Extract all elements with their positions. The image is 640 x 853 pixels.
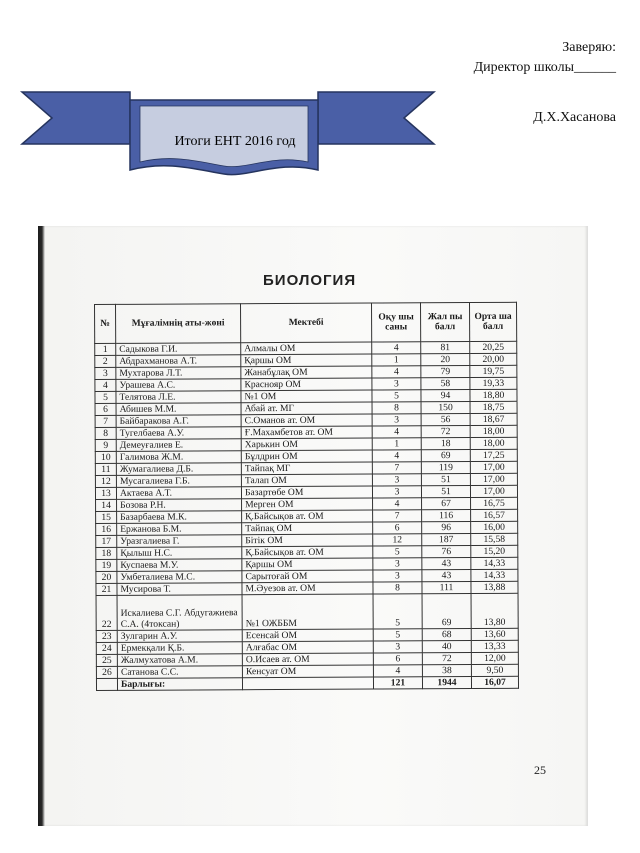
total-score: 76 — [422, 546, 471, 558]
students-count: 7 — [372, 462, 421, 474]
students-count: 8 — [373, 582, 422, 594]
school-name: Қ.Байсықов ат. ОМ — [242, 510, 373, 523]
total-score: 43 — [422, 570, 471, 582]
row-number: 18 — [96, 547, 117, 559]
total-score: 40 — [422, 641, 471, 653]
total-score: 69 — [421, 450, 470, 462]
row-number: 8 — [95, 427, 116, 439]
row-number: 14 — [96, 499, 117, 511]
total-score: 72 — [421, 426, 470, 438]
director-name: Д.Х.Хасанова — [533, 110, 616, 125]
school-name: С.Оманов ат. ОМ — [241, 414, 372, 427]
total-score: 119 — [421, 462, 470, 474]
teacher-name: Қылыш Н.С. — [117, 547, 242, 560]
row-number: 4 — [95, 379, 116, 391]
total-score: 187 — [422, 534, 471, 546]
total-score: 94 — [421, 390, 470, 402]
students-count: 3 — [372, 486, 421, 498]
teacher-name: Ермекқали Қ.Б. — [117, 642, 242, 655]
school-name: Базартөбе ОМ — [241, 486, 372, 499]
summary-total: 1944 — [422, 677, 471, 689]
students-count: 8 — [372, 402, 421, 414]
header-school: Мектебі — [241, 303, 372, 343]
row-number: 10 — [95, 451, 116, 463]
school-name: Жанабұлақ ОМ — [241, 366, 372, 379]
students-count: 4 — [372, 426, 421, 438]
school-name: Қаршы ОМ — [242, 558, 373, 571]
students-count: 6 — [373, 522, 422, 534]
teacher-name: Уразгалиева Г. — [117, 535, 242, 548]
summary-average: 16,07 — [471, 676, 518, 688]
header-students: Оқу шы саны — [371, 303, 420, 342]
average-score: 17,25 — [470, 449, 517, 461]
school-name: №1 ОМ — [241, 390, 372, 403]
teacher-name: Тугелбаева А.У. — [116, 427, 241, 440]
school-name: Мерген ОМ — [242, 498, 373, 511]
average-score: 19,33 — [470, 377, 517, 389]
average-score: 12,00 — [471, 652, 518, 664]
teacher-name: Базарбаева М.К. — [117, 511, 242, 524]
total-score: 51 — [421, 474, 470, 486]
total-score: 79 — [421, 366, 470, 378]
teacher-name: Садыкова Г.И. — [116, 343, 241, 356]
total-score: 150 — [421, 402, 470, 414]
row-number: 16 — [96, 523, 117, 535]
total-score: 81 — [421, 342, 470, 354]
average-score: 9,50 — [471, 664, 518, 676]
average-score: 18,80 — [470, 389, 517, 401]
teacher-name: Ержанова Б.М. — [117, 523, 242, 536]
page-number: 25 — [534, 763, 546, 777]
total-score: 69 — [422, 594, 471, 629]
row-number: 24 — [96, 642, 117, 654]
school-name: Сарытоғай ОМ — [242, 570, 373, 583]
average-score: 18,00 — [470, 425, 517, 437]
teacher-name: Абишев М.М. — [116, 403, 241, 416]
row-number: 1 — [95, 343, 116, 355]
scanned-page — [38, 226, 588, 826]
average-score: 15,58 — [471, 533, 518, 545]
average-score: 13,80 — [471, 593, 518, 628]
average-score: 19,75 — [470, 365, 517, 377]
teacher-name: Абдрахманова А.Т. — [116, 355, 241, 368]
average-score: 18,00 — [470, 437, 517, 449]
row-number: 11 — [95, 463, 116, 475]
total-score: 56 — [421, 414, 470, 426]
school-name: Алмалы ОМ — [241, 342, 372, 355]
students-count: 4 — [373, 665, 422, 677]
teacher-name: Жумагалиева Д.Б. — [116, 463, 241, 476]
total-score: 51 — [421, 486, 470, 498]
students-count: 4 — [373, 498, 422, 510]
approval-block — [474, 38, 616, 128]
total-score: 68 — [422, 629, 471, 641]
teacher-name: Искалиева С.Г. Абдугажиева С.А. (4токсан) — [117, 595, 242, 631]
school-name: №1 ОЖББМ — [242, 594, 373, 630]
average-score: 13,88 — [471, 581, 518, 593]
results-table — [94, 302, 519, 691]
row-number: 19 — [96, 559, 117, 571]
approval-label: Заверяю: — [562, 40, 616, 55]
teacher-name: Мухтарова Л.Т. — [116, 367, 241, 380]
students-count: 1 — [372, 354, 421, 366]
students-count: 3 — [372, 378, 421, 390]
school-name: Тайпақ МГ — [241, 462, 372, 475]
school-name: Абай ат. МГ — [241, 402, 372, 415]
average-score: 14,33 — [471, 557, 518, 569]
total-score: 67 — [422, 498, 471, 510]
average-score: 20,25 — [470, 341, 517, 353]
average-score: 16,75 — [471, 497, 518, 509]
average-score: 20,00 — [470, 353, 517, 365]
average-score: 18,67 — [470, 413, 517, 425]
students-count: 3 — [373, 570, 422, 582]
ribbon-banner — [18, 86, 438, 178]
summary-students: 121 — [373, 677, 422, 689]
row-number: 15 — [96, 511, 117, 523]
average-score: 17,00 — [470, 473, 517, 485]
students-count: 3 — [372, 474, 421, 486]
average-score: 13,60 — [471, 628, 518, 640]
teacher-name: Урашева А.С. — [116, 379, 241, 392]
students-count: 12 — [373, 534, 422, 546]
students-count: 7 — [373, 510, 422, 522]
teacher-name: Бозова Р.Н. — [117, 499, 242, 512]
row-number: 21 — [96, 583, 117, 595]
total-score: 18 — [421, 438, 470, 450]
banner-title: Итоги ЕНТ 2016 год — [174, 134, 296, 149]
school-name: Қаршы ОМ — [241, 354, 372, 367]
header-average-score: Орта ша балл — [469, 302, 516, 341]
director-line: Директор школы______ — [473, 60, 616, 75]
summary-label: Барлығы: — [117, 678, 242, 691]
teacher-name: Зулгарин А.У. — [117, 630, 242, 643]
teacher-name: Умбеталиева М.С. — [117, 571, 242, 584]
document-title: БИОЛОГИЯ — [263, 272, 357, 289]
table-row — [96, 593, 518, 630]
students-count: 1 — [372, 438, 421, 450]
teacher-name: Жалмухатова А.М. — [117, 654, 242, 667]
students-count: 5 — [373, 594, 422, 629]
teacher-name: Куспаева М.У. — [117, 559, 242, 572]
row-number: 2 — [95, 355, 116, 367]
average-score: 16,00 — [471, 521, 518, 533]
row-number: 22 — [96, 595, 117, 630]
row-number: 7 — [95, 415, 116, 427]
school-name: Кенсуат ОМ — [242, 665, 373, 678]
total-score: 20 — [421, 354, 470, 366]
average-score: 17,00 — [470, 461, 517, 473]
total-score: 38 — [422, 665, 471, 677]
header-teacher: Мұғалімнің аты-жөні — [116, 304, 241, 344]
students-count: 3 — [372, 414, 421, 426]
teacher-name: Байбаракова А.Г. — [116, 415, 241, 428]
total-score: 72 — [422, 653, 471, 665]
students-count: 5 — [373, 546, 422, 558]
total-score: 111 — [422, 582, 471, 594]
row-number: 3 — [95, 367, 116, 379]
teacher-name: Сатанова С.С. — [117, 666, 242, 679]
students-count: 4 — [372, 366, 421, 378]
school-name: О.Исаев ат. ОМ — [242, 653, 373, 666]
students-count: 3 — [373, 558, 422, 570]
total-score: 58 — [421, 378, 470, 390]
row-number: 20 — [96, 571, 117, 583]
row-number: 5 — [95, 391, 116, 403]
teacher-name: Демеуғалиев Е. — [116, 439, 241, 452]
teacher-name: Телятова Л.Е. — [116, 391, 241, 404]
row-number: 13 — [95, 487, 116, 499]
teacher-name: Мусагалиева Г.Б. — [116, 475, 241, 488]
average-score: 16,57 — [471, 509, 518, 521]
header-number: № — [95, 304, 116, 343]
average-score: 18,75 — [470, 401, 517, 413]
school-name: Краснояр ОМ — [241, 378, 372, 391]
school-name: Ғ.Махамбетов ат. ОМ — [241, 426, 372, 439]
school-name: Талап ОМ — [241, 474, 372, 487]
row-number: 23 — [96, 630, 117, 642]
school-name: Харькин ОМ — [241, 438, 372, 451]
teacher-name: Галимова Ж.М. — [116, 451, 241, 464]
total-score: 43 — [422, 558, 471, 570]
table-header-row — [95, 302, 517, 343]
teacher-name: Актаева А.Т. — [116, 487, 241, 500]
summary-row — [96, 676, 518, 690]
students-count: 3 — [373, 641, 422, 653]
school-name: Тайпақ ОМ — [242, 522, 373, 535]
students-count: 4 — [372, 450, 421, 462]
school-name: Есенсай ОМ — [242, 629, 373, 642]
average-score: 15,20 — [471, 545, 518, 557]
row-number: 12 — [95, 475, 116, 487]
total-score: 96 — [422, 522, 471, 534]
average-score: 13,33 — [471, 640, 518, 652]
school-name: Қ.Байсықов ат. ОМ — [242, 546, 373, 559]
average-score: 14,33 — [471, 569, 518, 581]
school-name: Алғабас ОМ — [242, 641, 373, 654]
row-number: 17 — [96, 535, 117, 547]
row-number: 6 — [95, 403, 116, 415]
header-total-score: Жал пы балл — [420, 303, 469, 342]
teacher-name: Мусирова Т. — [117, 583, 242, 596]
students-count: 5 — [373, 629, 422, 641]
average-score: 17,00 — [470, 485, 517, 497]
row-number: 25 — [96, 654, 117, 666]
school-name: Бітік ОМ — [242, 534, 373, 547]
row-number: 26 — [96, 666, 117, 678]
row-number: 9 — [95, 439, 116, 451]
students-count: 6 — [373, 653, 422, 665]
students-count: 5 — [372, 390, 421, 402]
students-count: 4 — [372, 342, 421, 354]
school-name: М.Әуезов ат. ОМ — [242, 582, 373, 595]
school-name: Бұлдрин ОМ — [241, 450, 372, 463]
total-score: 116 — [422, 510, 471, 522]
